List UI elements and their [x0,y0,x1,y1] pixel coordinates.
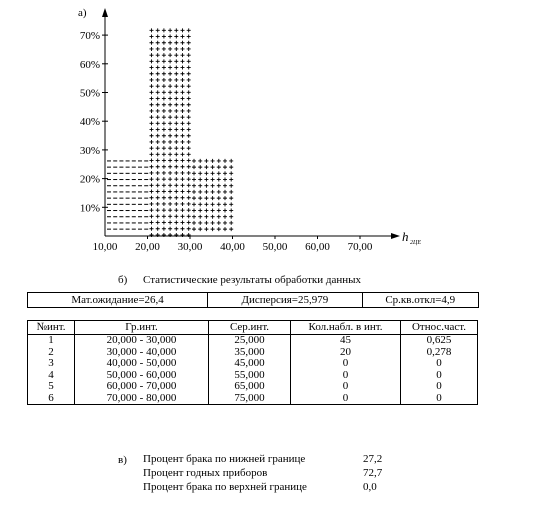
cell-rel-freq: 0 [401,381,478,393]
x-tick-label: 50,00 [262,241,288,253]
x-tick-label: 40,00 [220,241,245,253]
table-row [28,393,478,405]
variance-cell: Дисперсия=25,979 [208,293,362,307]
summary-label-lower: Процент брака по нижней границе [143,453,306,465]
cell-interval-mid: 25,000 [209,335,291,347]
x-axis-arrow-icon [391,233,400,239]
x-axis-variable-subscript: 2ЦЕ [410,240,421,246]
y-tick-label: 50% [79,87,100,100]
cell-interval-bounds: 50,000 - 60,000 [75,370,209,382]
header-rel-freq: Относ.част. [401,321,478,335]
cell-interval-no: 5 [28,381,75,393]
y-tick-label: 70% [79,30,100,43]
cell-interval-mid: 75,000 [209,393,291,405]
x-tick-label: 60,00 [305,241,330,253]
cell-interval-bounds: 30,000 - 40,000 [75,347,209,359]
header-interval-mid: Сер.инт. [209,321,291,335]
cell-interval-mid: 65,000 [209,381,291,393]
header-interval-bounds: Гр.инт. [75,321,209,335]
cell-interval-bounds: 70,000 - 80,000 [75,393,209,405]
cell-interval-mid: 45,000 [209,358,291,370]
header-count: Кол.набл. в инт. [291,321,401,335]
x-tick-label: 70,00 [347,241,373,253]
defect-summary [143,452,382,494]
y-tick-label: 30% [79,144,100,157]
cell-rel-freq: 0 [401,358,478,370]
histogram-bar [192,159,233,231]
table-row [28,381,478,393]
cell-interval-no: 4 [28,370,75,382]
cell-interval-no: 1 [28,335,75,347]
x-tick-label: 10,00 [92,241,118,253]
cell-rel-freq: 0,625 [401,335,478,347]
summary-value-upper: 0,0 [363,481,377,493]
stddev-cell: Ср.кв.откл=4,9 [385,294,456,306]
y-tick-label: 40% [79,116,100,129]
cell-interval-bounds: 40,000 - 50,000 [75,358,209,370]
cell-interval-mid: 55,000 [209,370,291,382]
section-b-label: б) [118,274,128,286]
cell-rel-freq: 0,278 [401,347,478,359]
cell-interval-no: 3 [28,358,75,370]
table-header-row [28,321,478,335]
summary-label-good: Процент годных приборов [143,467,268,479]
mean-cell: Мат.ожидание=26,4 [28,293,208,307]
cell-count: 0 [291,393,401,405]
y-tick-label: 10% [79,202,100,215]
summary-value-good: 72,7 [363,467,383,479]
cell-interval-no: 2 [28,347,75,359]
table-row [28,358,478,370]
histogram-bar [150,28,191,237]
summary-label-upper: Процент брака по верхней границе [143,481,307,493]
header-interval-no: №инт. [28,321,75,335]
table-row [28,335,478,347]
summary-row-upper [143,480,382,494]
cell-count: 45 [291,335,401,347]
cell-interval-no: 6 [28,393,75,405]
x-axis-variable-label: h [402,229,409,244]
section-c-label: в) [118,454,127,466]
cell-count: 0 [291,381,401,393]
cell-count: 0 [291,370,401,382]
stats-summary-box [27,292,479,308]
y-tick-label: 20% [79,173,100,186]
histogram-bar [107,161,148,229]
cell-interval-bounds: 20,000 - 30,000 [75,335,209,347]
cell-rel-freq: 0 [401,393,478,405]
y-axis-arrow-icon [102,8,108,17]
x-tick-label: 30,00 [177,241,203,253]
section-b-title: Статистические результаты обработки данных [143,274,362,286]
x-tick-label: 20,00 [135,241,160,253]
cell-count: 0 [291,358,401,370]
summary-row-good [143,466,382,480]
summary-row-lower [143,452,382,466]
cell-interval-bounds: 60,000 - 70,000 [75,381,209,393]
cell-count: 20 [291,347,401,359]
cell-interval-mid: 35,000 [209,347,291,359]
cell-rel-freq: 0 [401,370,478,382]
panel-label-a: а) [78,7,87,19]
summary-value-lower: 27,2 [363,453,383,465]
y-tick-label: 60% [79,58,100,71]
results-table [27,320,478,405]
